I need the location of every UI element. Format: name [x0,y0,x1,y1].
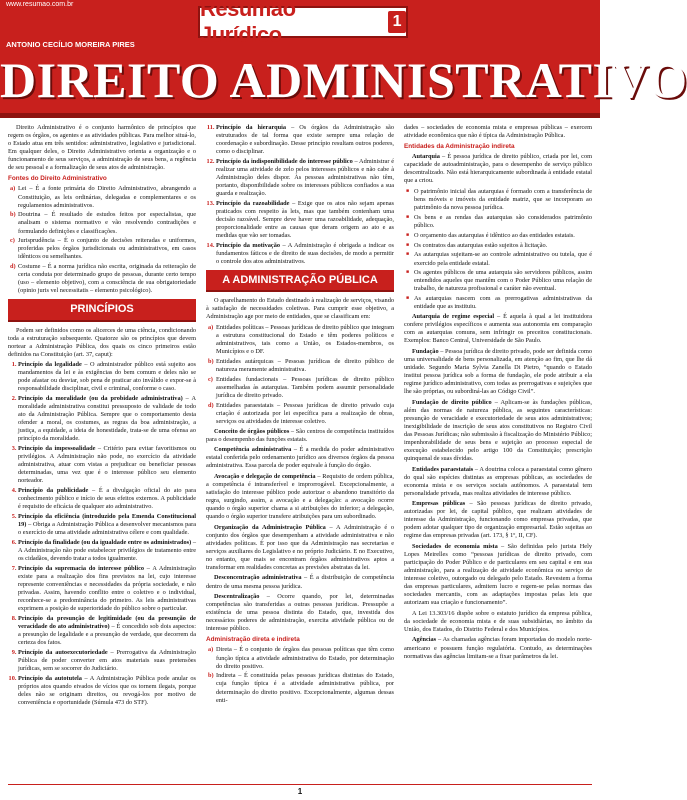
descentralizacao-paragraph: Descentralização – Ocorre quando, por lei, determinadas competências são transferidas a outras pessoas jurídicas. Pressupõe a existência de uma pessoa distinta do Estado, que, investida dos necessários poderes de administração, exercita atividade pública ou de interesse público. [206,593,394,633]
fontes-list [8,185,196,295]
paraestatais-paragraph: Entidades paraestatais – A doutrina coloca a paraestatal como gênero do qual são espécies distintas as empresas públicas, as sociedades de economia mista e os serviços sociais autônomos. A paraestatal tem personalidade privada, mas realiza atividades de interesse público. [404,465,592,497]
series-number: 1 [388,11,406,33]
list-item: a) Direta – É o conjunto de órgãos das pessoas políticas que têm como função típica a atividade administrativa do Estado, por determinação do direito positivo. [216,646,394,670]
list-item: 12. Princípio da indisponibilidade do interesse público – Administrar é realizar uma atividade de zelo pelos interesses públicos e não cabe à Administração deles dispor. Às pessoas administrativas não têm, portanto, disponibilidade sobre os interesses públicos confiados a sua guarda e realização. [216,158,394,198]
administracao-band: A ADMINISTRAÇÃO PÚBLICA [206,270,394,292]
list-item: 11. Princípio da hierarquia – Os órgãos da Administração são estruturados de tal forma que existe sempre uma relação de coordenação e subordinação. Desse princípio resultam outros poderes, como o disciplinar. [216,124,394,156]
series-title: Resumão Jurídico [200,0,296,47]
fontes-heading: Fontes do Direito Administrativo [8,175,107,183]
list-item: ■ O orçamento das autarquias é idêntico ao das entidades estatais. [414,232,592,240]
empresas-publicas-paragraph: Empresas públicas – São pessoas jurídicas de direito privado, autorizadas por lei, de capital público, que realizam atividades de interesse da Administração, funcionando como empresas privadas, que podem adotar qualquer tipo de organização empresarial. Estão sujeitas ao regime das empresas privadas (art. 173, § 1º, II, CF). [404,500,592,540]
list-item: 14. Princípio da motivação – A Administração é obrigada a indicar os fundamentos fáticos e de direito de suas decisões, de modo a permitir o controle dos atos administrativos. [216,242,394,266]
footer [0,784,600,800]
list-item: 9. Princípio da autoexecutoriedade – Prerrogativa da Administração Pública de poder converter em atos materiais suas pretensões jurídicas, sem se socorrer do Judiciário. [18,649,196,673]
continued-paragraph: dades – sociedades de economia mista e empresas públicas – exercem atividade econômica que não é típica da Administração Pública. [404,124,592,140]
site-url[interactable]: www.resumao.com.br [6,1,74,8]
list-item: 10. Princípio da autotutela – A Administração Pública pode anular os próprios atos quando eivados de vícios que os tornem ilegais, porque deles não se originam direitos, ou revogá-los por motivo de conveniência e oportunidade (Súmula 473 do STF). [18,675,196,707]
agencias-paragraph: Agências – As chamadas agências foram importadas do modelo norte-americano e possuem função regulatória. Contudo, as determinações normativas das agências limitam-se a fixar parâmetros da lei. [404,636,592,660]
especial-paragraph: Autarquia de regime especial – É aquela à qual a lei instituidora confere privilégios específicos e aumenta sua autonomia em comparação com as autarquias comuns, sem infringir os preceitos constitucionais. Exemplos: Banco Central, Universidade de São Paulo. [404,313,592,345]
direta-heading: Administração direta e indireta [206,636,300,644]
economia-mista-paragraph: Sociedades de economia mista – São definidas pelo jurista Hely Lopes Meirelles como “pessoas jurídicas de direito privado, com participação do Poder Público e de particulares em seu capital e em sua administração, para a realização de atividade econômica ou serviço de interesse coletivo, outorgado ou delegado pelo Estado. Revestem a forma das empresas particulares, admitem lucro e regem-se pelas normas das sociedades mercantis, com as adaptações impostas pelas leis que autorizam sua criação e funcionamento”. [404,542,592,607]
conceito-paragraph: Conceito de órgãos públicos – São centros de competência instituídos para o desempenho das funções estatais. [206,427,394,443]
list-item: 3. Princípio da impessoalidade – Critério para evitar favoritismos ou privilégios. A Administração não pode, no exercício da atividade administrativa, atuar com vistas a prejudicar ou beneficiar pessoas determinadas, uma vez que é o interesse público seu elemento norteador. [18,445,196,485]
page-title: DIREITO ADMINISTRATIVO [0,52,687,108]
list-item: ■ Os contratos das autarquias estão sujeitos à licitação. [414,242,592,250]
column-3 [404,124,592,784]
list-item: b) Entidades autárquicas – Pessoas jurídicas de direito público de natureza meramente administrativa. [216,358,394,374]
list-item: c) Entidades fundacionais – Pessoas jurídicas de direito público assemelhadas às autarquias. Também podem assumir personalidade jurídica de direito privado. [216,376,394,400]
autarquia-list [404,188,592,311]
header [0,0,687,118]
column-2 [206,124,394,784]
list-item: c) Jurisprudência – É o conjunto de decisões reiteradas e uniformes, proferidas pelos órgãos jurisdicionais ou administrativos, em casos idênticos ou semelhantes. [18,237,196,261]
list-item: ■ O patrimônio inicial das autarquias é formado com a transferência de bens móveis e imóveis da entidade matriz, que se incorporam ao patrimônio da nova pessoa jurídica. [414,188,592,212]
principios-list [8,361,196,707]
list-item: b) Doutrina – É resultado de estudos feitos por especialistas, que analisam o sistema normativo e vão resolvendo contradições e formulando definições e classificações. [18,211,196,235]
list-item: 4. Princípio da publicidade – É a divulgação oficial do ato para conhecimento público e início de seus efeitos externos. A publicidade é requisito de eficácia de qualquer ato administrativo. [18,487,196,511]
list-item: 5. Princípio da eficiência (introduzido pela Emenda Constitucional 19) – Obriga a Administração Pública a desenvolver mecanismos para o exercício de uma atividade administrativa célere e com qualidade. [18,513,196,537]
column-1 [8,124,196,784]
content-columns [8,124,592,784]
list-item: 13. Princípio da razoabilidade – Exige que os atos não sejam apenas praticados com respeito às leis, mas que também contenham uma decisão razoável. Sempre deve haver uma razoabilidade, adequação, proporcionalidade entre as causas que deram origem ao ato e as medidas que vão ser tomadas. [216,200,394,240]
list-item: 6. Princípio da finalidade (ou da igualdade entre os administrados) – A Administração não pode estabelecer privilégios de tratamento entre os cidadãos, devendo tratar a todos igualmente. [18,539,196,563]
list-item: 2. Princípio da moralidade (ou da probidade administrativa) – A moralidade administrativa constitui pressuposto de validade de todo ato da Administração Pública. Sempre que o comportamento desta ofender a moral, os costumes, as regras da boa administração, a justiça, a equidade, a ideia de honestidade, trata-se de uma ofensa ao princípio da moralidade. [18,395,196,443]
list-item: ■ Os bens e as rendas das autarquias são considerados patrimônio público. [414,214,592,230]
principios-band: PRINCÍPIOS [8,299,196,321]
list-item: 7. Princípio da supremacia do interesse público – A Administração existe para a realização dos fins previstos na lei, cujo interesse represente conveniências e necessidades da própria sociedade, e não privadas. Assim, havendo conflito entre o coletivo e o individual, reconhece-se a predominância do primeiro. As leis administrativas exprimem a posição de superioridade do público sobre o particular. [18,565,196,613]
list-item: 8. Princípio da presunção de legitimidade (ou da presunção de veracidade do ato administrativo) – É concedido sob dois aspectos: a presunção de legalidade e a presunção de verdade, que decorrem da certeza dos fatos. [18,615,196,647]
desconcentracao-paragraph: Desconcentração administrativa – É a distribuição de competência dentro de uma mesma pessoa jurídica. [206,574,394,590]
list-item: d) Costume – É a norma jurídica não escrita, originada da reiteração de certa conduta por determinado grupo de pessoas, durante certo tempo (uso – elemento objetivo), com a consciência de sua obrigatoriedade (opinio juris vel necessitatis – elemento psicológico). [18,263,196,295]
indireta-heading: Entidades da Administração indireta [404,143,515,151]
list-item: d) Entidades paraestatais – Pessoas jurídicas de direito privado cuja criação é autorizada por lei específica para a realização de obras, serviços ou atividades de interesse coletivo. [216,402,394,426]
list-item: a) Entidades políticas – Pessoas jurídicas de direito público que integram a estrutura constitucional do Estado e têm poderes políticos e administrativos, tais como a União, os Estados-membros, os Municípios e o DF. [216,324,394,356]
list-item: 1. Princípio da legalidade – O administrador público está sujeito aos mandamentos da lei e às exigências do bem comum e deles não se pode afastar ou desviar, sob pena de praticar ato inválido e expor-se à responsabilidade disciplinar, civil e criminal, conforme o caso. [18,361,196,393]
fundacao-paragraph: Fundação – Pessoa jurídica de direito privado, pode ser definida como uma universalidade de bens personalizada, em atenção ao fim, que lhe dá unidade. Segundo Maria Sylvia Zanella Di Pietro, “quando o Estado institui pessoa jurídica sob a forma de fundação, ele pode atribuir a ela regime jurídico administrativo, com todas as prerrogativas e sujeições que lhe são próprias, ou subordiná-las ao Código Civil”. [404,347,592,396]
lei-paragraph: A Lei 13.303/16 dispõe sobre o estatuto jurídico da empresa pública, da sociedade de economia mista e de suas subsidiárias, no âmbito da União, dos Estados, do Distrito Federal e dos Municípios. [404,609,592,633]
list-item: b) Indireta – É constituída pelas pessoas jurídicas distintas do Estado, cuja função típica é a atividade administrativa pública, por determinação do direito positivo. Excepcionalmente, algumas dessas enti- [216,672,394,704]
entidades-list [206,324,394,426]
autarquia-paragraph: Autarquia – É pessoa jurídica de direito público, criada por lei, com capacidade de autoadministração, para o desempenho de serviço público descentralizado. Não está hierarquicamente subordinada à entidade estatal que a criou. [404,153,592,185]
organizacao-paragraph: Organização da Administração Pública – A Administração é o conjunto dos órgãos que desempenham a atividade administrativa e não atividades políticas. É por isso que da Administração nas secretarias e serviços auxiliares do Legislativo e no próprio Judiciário. E no Executivo, no entanto, que mais se encontram órgãos administrativos aptos a transformar em realidades concretas as previsões abstratas da lei. [206,523,394,571]
administracao-intro: O aparelhamento do Estado destinado à realização de serviços, visando à satisfação de necessidades coletivas. Para cumprir esse objetivo, a Administração age por meio de entidades, que se classificam em: [206,297,394,321]
list-item: ■ As autarquias nascem com as prerrogativas administrativas da entidade que as instituiu. [414,295,592,311]
list-item: ■ Os agentes públicos de uma autarquia são servidores públicos, assim entendidos aqueles que mantêm com o Poder Público uma relação de trabalho, de natureza profissional e caráter não eventual. [414,269,592,293]
intro-paragraph: Direito Administrativo é o conjunto harmônico de princípios que regem os órgãos, os agentes e as atividades públicas. Para melhor situá-lo, o Estado atua em três sentidos: administrativo, legislativo e jurisdicional. Em qualquer deles, o Direito Administrativo orienta a organização e o funcionamento de seus serviços, a administração de seus bens, a regência de seu pessoal e a formalização de seus atos de administração. [8,124,196,172]
author-name: ANTONIO CECÍLIO MOREIRA PIRES [6,40,135,49]
principios-list-cont [206,124,394,266]
avocacao-paragraph: Avocação e delegação de competência – Requisito de ordem pública, a competência é intransferível e improrrogável. Excepcionalmente, a satisfação do interesse público pode autorizar o abandono transitório da regra, surgindo, assim, a avocação e a delegação: a avocação ocorre quando o órgão superior chama a si atribuições do inferior; a delegação, quando o órgão superior transfere atribuições para um subordinado. [206,472,395,521]
page-number: 1 [297,787,303,796]
series-badge [198,0,408,47]
fundacao-publica-paragraph: Fundação de direito público – Aplicam-se às fundações públicas, além das normas de natureza pública, as seguintes características: presunção de veracidade e executoriedade de seus atos administrativos; inexigibilidade de inscrição de seus atos constitutivos no Registro Civil das Pessoas Jurídicas; não submissão à fiscalização do Ministério Público; impenhorabilidade de seus bens e sujeição ao processo especial de execução estabelecido pelo artigo 100 da Constituição; prescrição quinquenal de suas dívidas. [404,398,592,462]
competencia-paragraph: Competência administrativa – É a medida do poder administrativo estatal conferida pelo ordenamento jurídico aos diversos órgãos da pessoa administrativa. Essa parcela de poder equivale à função do órgão. [206,446,394,470]
list-item: ■ As autarquias sujeitam-se ao controle administrativo ou tutela, que é exercido pela entidade estatal. [414,251,592,267]
direta-list [206,646,394,704]
list-item: a) Lei – É a fonte primária do Direito Administrativo, abrangendo a Constituição, as leis ordinárias, delegadas e complementares e os regulamentos administrativos. [18,185,196,209]
principios-intro: Podem ser definidos como os alicerces de uma ciência, condicionando toda a estruturação subsequente. Quatorze são os princípios que devem nortear a Administração Pública, dos quais os cinco primeiros estão definidos na Constituição (art. 37, caput): [8,326,196,358]
